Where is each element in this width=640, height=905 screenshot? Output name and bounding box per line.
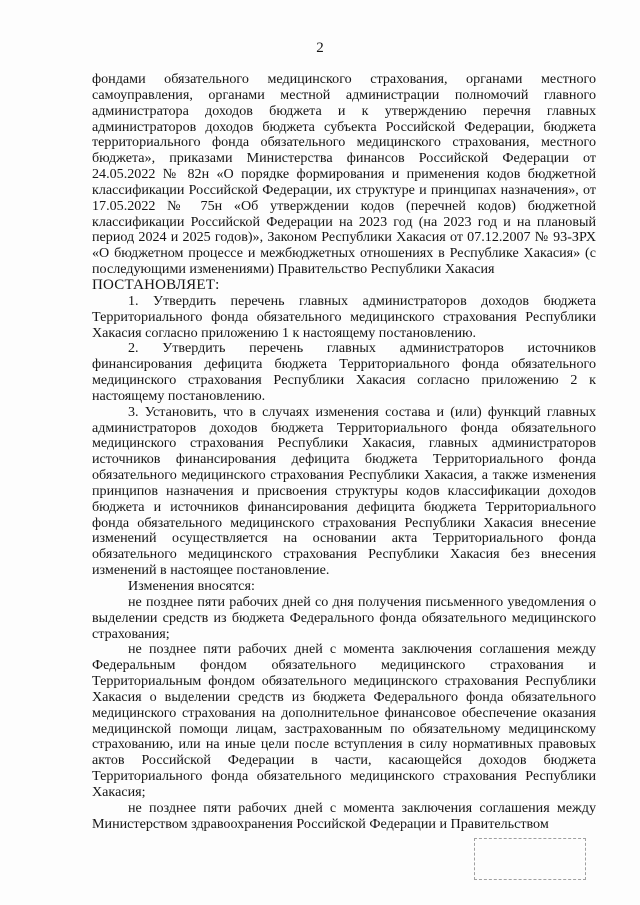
paragraph-changes-case-2: не позднее пяти рабочих дней с момента заключения соглашения между Федеральным фондом обязательного медицинского страхования и Территориальным фондом обязательного медицинского страхования Республики Хакасия о выделении средств из бюджета Федерального фонда обязательного медицинского страхования на дополнительное финансовое обеспечение оказания медицинской помощи лицам, застрахованным по обязательному медицинскому страхованию, или на иные цели после вступления в силу нормативных правовых актов Российской Федерации в части, касающейся доходов бюджета Территориального фонда обязательного медицинского страхования Республики Хакасия; xyxy=(92,641,596,800)
page-number: 2 xyxy=(316,40,324,56)
registration-stamp xyxy=(474,838,586,880)
paragraph-changes-case-1: не позднее пяти рабочих дней со дня получения письменного уведомления о выделении средств из бюджета Федерального фонда обязательного медицинского страхования; xyxy=(92,593,596,642)
paragraph-item-3: 3. Установить, что в случаях изменения состава и (или) функций главных администраторов доходов бюджета Территориального фонда обязательного медицинского страхования Республики Хакасия, главных администраторов источников финансирования дефицита бюджета Территориального фонда обязательного медицинского страхования Республики Хакасия, а также изменения принципов назначения и присвоения структуры кодов классификации доходов бюджета и источников финансирования дефицита бюджета Территориального фонда обязательного медицинского страхования Республики Хакасия внесение изменений осуществляется на основании акта Территориального фонда обязательного медицинского страхования Республики Хакасия без внесения изменений в настоящее постановление. xyxy=(92,403,596,579)
paragraph-legal-basis: фондами обязательного медицинского страхования, органами местного самоуправления, органами местной администрации полномочий главного администратора доходов бюджета и к утверждению перечня главных администраторов доходов бюджета субъекта Российской Федерации, бюджета территориального фонда обязательного медицинского страхования, местного бюджета», приказами Министерства финансов Российской Федерации от 24.05.2022 № 82н «О порядке формирования и применения кодов бюджетной классификации Российской Федерации, их структуре и принципах назначения», от 17.05.2022 № 75н «Об утверждении кодов (перечней кодов) бюджетной классификации Российской Федерации на 2023 год (на 2023 год и на плановый период 2024 и 2025 годов)», Законом Республики Хакасия от 07.12.2007 № 93-ЗРХ «О бюджетном процессе и межбюджетных отношениях в Республике Хакасия» (с последующими изменениями) Правительство Республики Хакасия xyxy=(92,71,596,278)
paragraph-item-1: 1. Утвердить перечень главных администраторов доходов бюджета Территориального фонда обязательного медицинского страхования Республики Хакасия согласно приложению 1 к настоящему постановлению. xyxy=(92,292,596,341)
resolution-heading: ПОСТАНОВЛЯЕТ: xyxy=(92,276,220,293)
paragraph-item-2: 2. Утвердить перечень главных администраторов источников финансирования дефицита бюджета Территориального фонда обязательного медицинского страхования Республики Хакасия согласно приложению 2 к настоящему постановлению. xyxy=(92,340,596,404)
document-body xyxy=(92,72,596,833)
paragraph-changes-case-3: не позднее пяти рабочих дней с момента заключения соглашения между Министерством здравоохранения Российской Федерации и Правительством xyxy=(92,799,596,832)
paragraph-changes-intro: Изменения вносятся: xyxy=(128,578,255,594)
